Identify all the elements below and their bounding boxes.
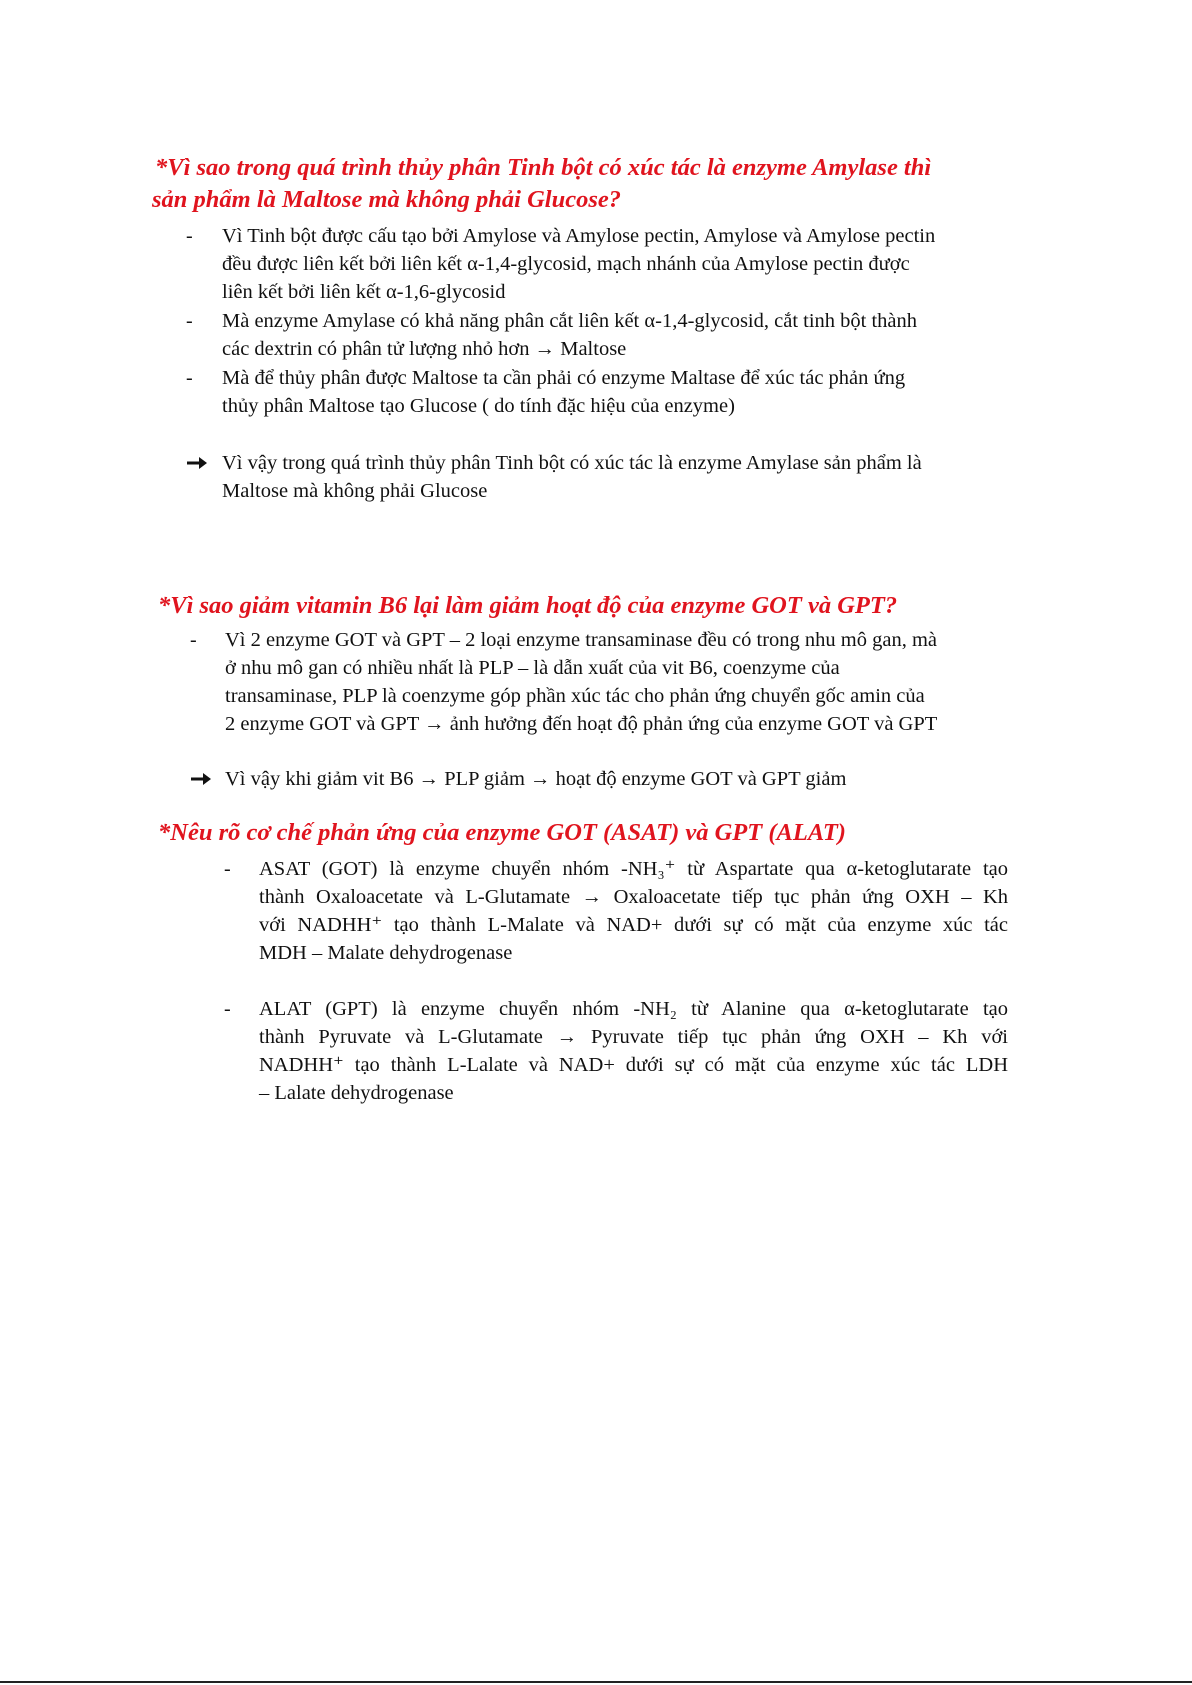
text-line: ở nhu mô gan có nhiều nhất là PLP – là dẫn xuất của vit B6, coenzyme của bbox=[225, 657, 840, 679]
text-line: 2 enzyme GOT và GPT → ảnh hưởng đến hoạt độ phản ứng của enzyme GOT và GPT bbox=[225, 713, 938, 735]
right-arrow-icon bbox=[190, 765, 218, 787]
bullet-dash: - bbox=[186, 225, 193, 247]
text-line: liên kết bởi liên kết α-1,6-glycosid bbox=[222, 281, 506, 303]
text-line: ASAT (GOT) là enzyme chuyển nhóm -NH₃⁺ từ Aspartate qua α-ketoglutarate tạo bbox=[259, 858, 1008, 880]
section1-heading-line2: sản phẩm là Maltose mà không phải Glucose? bbox=[152, 186, 621, 213]
text-line: ALAT (GPT) là enzyme chuyển nhóm -NH₂ từ Alanine qua α-ketoglutarate tạo bbox=[259, 998, 1008, 1020]
right-arrow-icon bbox=[186, 449, 214, 471]
bullet-dash: - bbox=[190, 629, 197, 651]
bullet-dash: - bbox=[224, 858, 231, 880]
section2-heading: *Vì sao giảm vitamin B6 lại làm giảm hoạt độ của enzyme GOT và GPT? bbox=[158, 592, 898, 619]
text-line: với NADHH⁺ tạo thành L-Malate và NAD+ dưới sự có mặt của enzyme xúc tác bbox=[259, 914, 1008, 936]
text-line: Vì vậy trong quá trình thủy phân Tinh bột có xúc tác là enzyme Amylase sản phẩm là bbox=[222, 452, 922, 474]
text-line: – Lalate dehydrogenase bbox=[259, 1082, 454, 1104]
text-line: thành Pyruvate và L-Glutamate → Pyruvate tiếp tục phản ứng OXH – Kh với bbox=[259, 1026, 1008, 1048]
text-line: thành Oxaloacetate và L-Glutamate → Oxaloacetate tiếp tục phản ứng OXH – Kh bbox=[259, 886, 1008, 908]
text-line: NADHH⁺ tạo thành L-Lalate và NAD+ dưới sự có mặt của enzyme xúc tác LDH bbox=[259, 1054, 1008, 1076]
bullet-dash: - bbox=[186, 367, 193, 389]
text-line: đều được liên kết bởi liên kết α-1,4-glycosid, mạch nhánh của Amylose pectin được bbox=[222, 253, 910, 275]
text-line: thủy phân Maltose tạo Glucose ( do tính đặc hiệu của enzyme) bbox=[222, 395, 735, 417]
text-line: Maltose mà không phải Glucose bbox=[222, 480, 488, 502]
section3-heading: *Nêu rõ cơ chế phản ứng của enzyme GOT (ASAT) và GPT (ALAT) bbox=[158, 819, 846, 846]
page-bottom-border bbox=[0, 1681, 1192, 1683]
text-line: MDH – Malate dehydrogenase bbox=[259, 942, 513, 964]
text-line: Mà enzyme Amylase có khả năng phân cắt liên kết α-1,4-glycosid, cắt tinh bột thành bbox=[222, 310, 918, 332]
bullet-dash: - bbox=[186, 310, 193, 332]
text-line: Mà để thủy phân được Maltose ta cần phải có enzyme Maltase để xúc tác phản ứng bbox=[222, 367, 906, 389]
text-line: transaminase, PLP là coenzyme góp phần xúc tác cho phản ứng chuyển gốc amin của bbox=[225, 685, 925, 707]
text-line: Vì 2 enzyme GOT và GPT – 2 loại enzyme transaminase đều có trong nhu mô gan, mà bbox=[225, 629, 938, 651]
text-line: Vì Tinh bột được cấu tạo bởi Amylose và Amylose pectin, Amylose và Amylose pectin bbox=[222, 225, 936, 247]
section1-heading-line1: *Vì sao trong quá trình thủy phân Tinh bột có xúc tác là enzyme Amylase thì bbox=[155, 154, 932, 181]
text-line: Vì vậy khi giảm vit B6 → PLP giảm → hoạt độ enzyme GOT và GPT giảm bbox=[225, 768, 847, 790]
bullet-dash: - bbox=[224, 998, 231, 1020]
text-line: các dextrin có phân tử lượng nhỏ hơn → Maltose bbox=[222, 338, 627, 360]
